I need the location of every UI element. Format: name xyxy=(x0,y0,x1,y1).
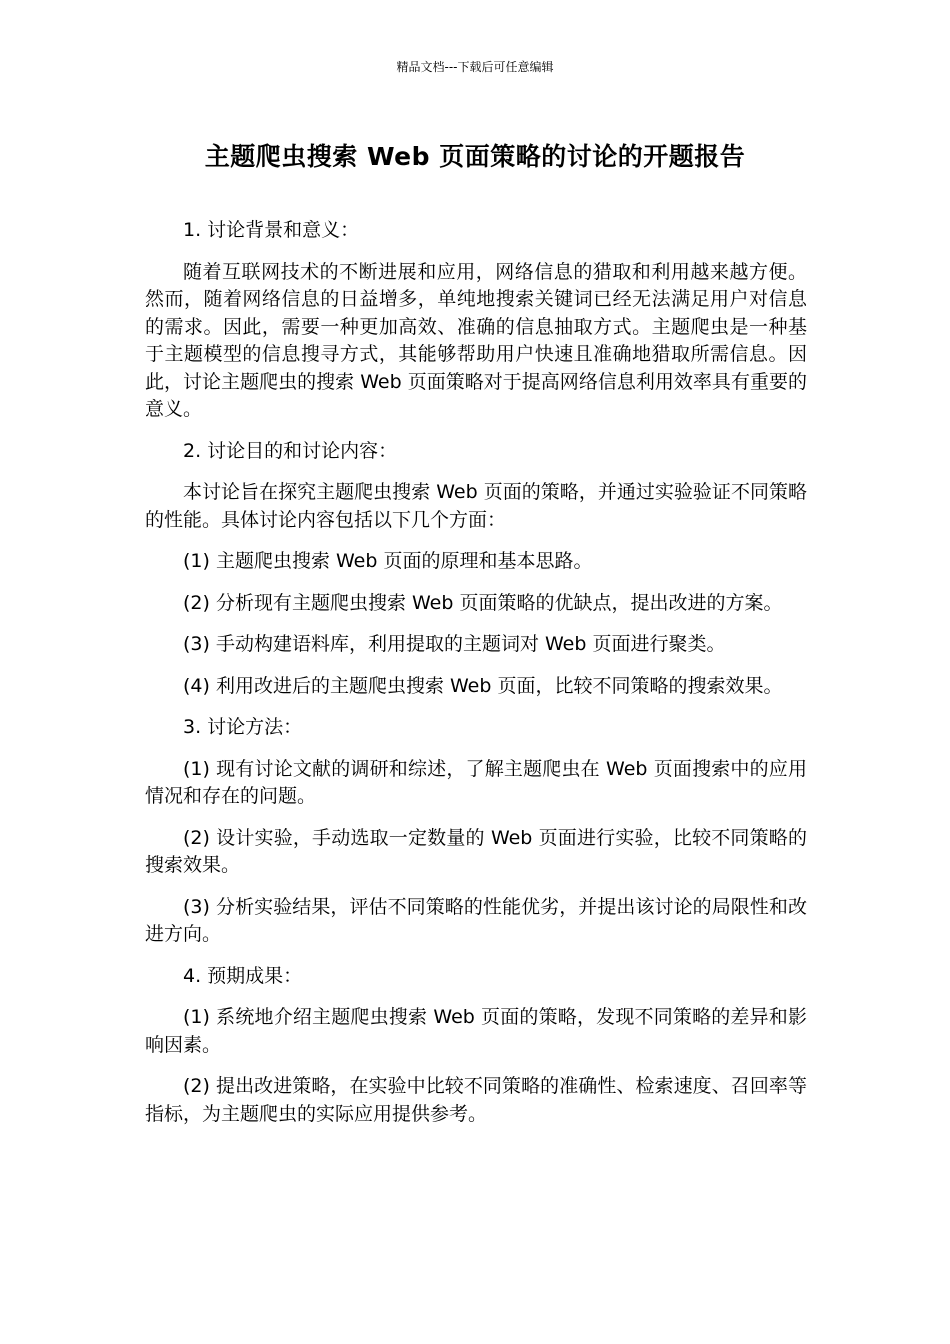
method-item-1: (1) 现有讨论文献的调研和综述，了解主题爬虫在 Web 页面搜索中的应用情况和存在的问题。 xyxy=(145,757,807,807)
goal-item-3: (3) 手动构建语料库，利用提取的主题词对 Web 页面进行聚类。 xyxy=(183,633,726,655)
document-body xyxy=(145,217,807,1142)
document-title: 主题爬虫搜索 Web 页面策略的讨论的开题报告 xyxy=(204,142,746,171)
outcome-item-2: (2) 提出改进策略，在实验中比较不同策略的准确性、检索速度、召回率等指标，为主题爬虫的实际应用提供参考。 xyxy=(145,1075,807,1125)
goal-item-2: (2) 分析现有主题爬虫搜索 Web 页面策略的优缺点，提出改进的方案。 xyxy=(183,591,783,614)
paragraph-goals: 本讨论旨在探究主题爬虫搜索 Web 页面的策略，并通过实验验证不同策略的性能。具体讨论内容包括以下几个方面： xyxy=(145,481,807,531)
goal-item-1: (1) 主题爬虫搜索 Web 页面的原理和基本思路。 xyxy=(183,550,593,572)
section-heading-methods: 3. 讨论方法： xyxy=(183,716,303,738)
outcome-item-1: (1) 系统地介绍主题爬虫搜索 Web 页面的策略，发现不同策略的差异和影响因素。 xyxy=(145,1006,807,1056)
section-heading-background: 1. 讨论背景和意义： xyxy=(183,219,360,241)
method-item-3: (3) 分析实验结果，评估不同策略的性能优劣，并提出该讨论的局限性和改进方向。 xyxy=(145,895,807,945)
header-note: 精品文档---下载后可任意编辑 xyxy=(396,60,554,74)
paragraph-background: 随着互联网技术的不断进展和应用，网络信息的猎取和利用越来越方便。然而，随着网络信息的日益增多，单纯地搜索关键词已经无法满足用户对信息的需求。因此，需要一种更加高效、准确的信息抽取方式。主题爬虫是一种基于主题模型的信息搜寻方式，其能够帮助用户快速且准确地猎取所需信息。因此，讨论主题爬虫的搜索 Web 页面策略对于提高网络信息利用效率具有重要的意义。 xyxy=(145,260,807,420)
section-heading-outcomes: 4. 预期成果： xyxy=(183,964,303,987)
goal-item-4: (4) 利用改进后的主题爬虫搜索 Web 页面，比较不同策略的搜索效果。 xyxy=(183,674,783,697)
method-item-2: (2) 设计实验，手动选取一定数量的 Web 页面进行实验，比较不同策略的搜索效果。 xyxy=(145,826,807,876)
section-heading-goals: 2. 讨论目的和讨论内容： xyxy=(183,439,398,462)
